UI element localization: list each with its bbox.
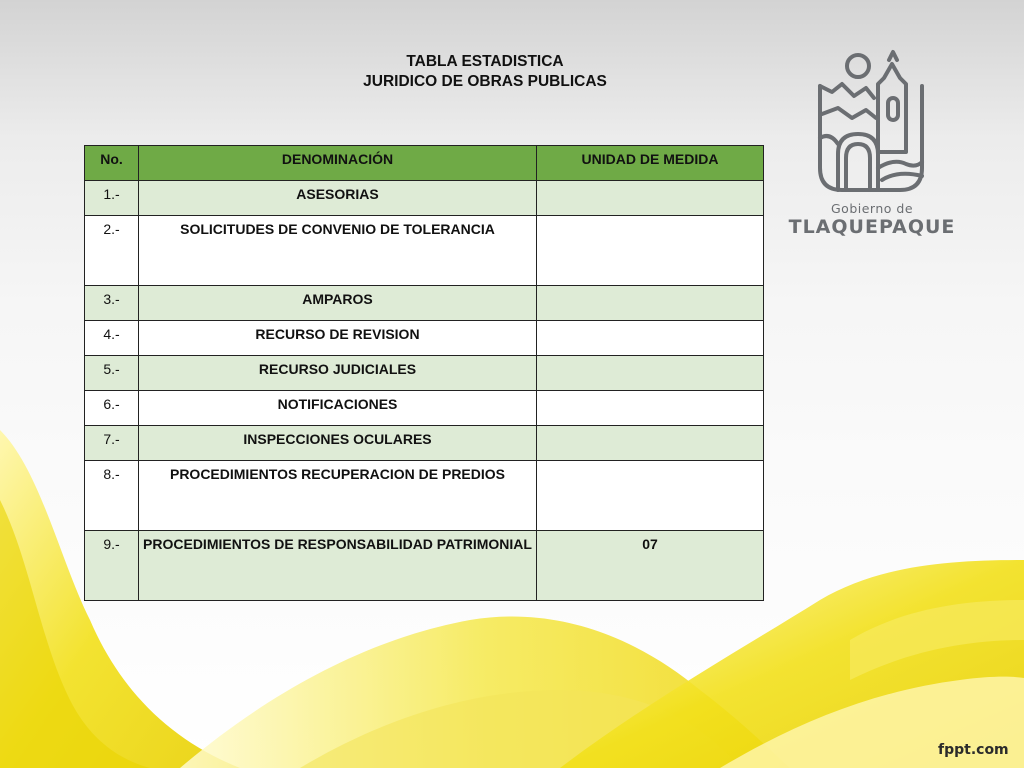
row-number: 5.- — [85, 356, 139, 391]
table-header-row — [85, 146, 764, 181]
row-unidad — [537, 216, 764, 286]
table-row — [85, 356, 764, 391]
row-unidad — [537, 426, 764, 461]
row-denominacion: SOLICITUDES DE CONVENIO DE TOLERANCIA — [139, 216, 537, 286]
row-unidad — [537, 321, 764, 356]
row-denominacion: ASESORIAS — [139, 181, 537, 216]
row-unidad — [537, 181, 764, 216]
row-number: 1.- — [85, 181, 139, 216]
row-unidad: 07 — [537, 531, 764, 601]
church-emblem-icon — [782, 48, 962, 198]
table-row — [85, 531, 764, 601]
row-number: 7.- — [85, 426, 139, 461]
row-denominacion: PROCEDIMIENTOS DE RESPONSABILIDAD PATRIMONIAL — [139, 531, 537, 601]
row-denominacion: RECURSO JUDICIALES — [139, 356, 537, 391]
row-denominacion: RECURSO DE REVISION — [139, 321, 537, 356]
header-unidad-medida: UNIDAD DE MEDIDA — [537, 146, 764, 181]
row-denominacion: AMPAROS — [139, 286, 537, 321]
row-denominacion: NOTIFICACIONES — [139, 391, 537, 426]
row-number: 2.- — [85, 216, 139, 286]
header-no: No. — [85, 146, 139, 181]
row-number: 8.- — [85, 461, 139, 531]
table-row — [85, 216, 764, 286]
row-unidad — [537, 461, 764, 531]
row-unidad — [537, 391, 764, 426]
row-unidad — [537, 286, 764, 321]
header-denominacion: DENOMINACIÓN — [139, 146, 537, 181]
table-row — [85, 286, 764, 321]
row-unidad — [537, 356, 764, 391]
row-number: 9.- — [85, 531, 139, 601]
row-denominacion: PROCEDIMIENTOS RECUPERACION DE PREDIOS — [139, 461, 537, 531]
table-row — [85, 461, 764, 531]
page-title — [300, 52, 670, 92]
title-line-1: TABLA ESTADISTICA — [406, 53, 564, 70]
logo-text-tlaquepaque: TLAQUEPAQUE — [788, 216, 956, 238]
logo-text-gobierno: Gobierno de — [830, 201, 914, 216]
row-denominacion: INSPECCIONES OCULARES — [139, 426, 537, 461]
table-row — [85, 321, 764, 356]
row-number: 4.- — [85, 321, 139, 356]
row-number: 6.- — [85, 391, 139, 426]
table-row — [85, 426, 764, 461]
title-line-2: JURIDICO DE OBRAS PUBLICAS — [363, 73, 607, 90]
table-row — [85, 181, 764, 216]
table-row — [85, 391, 764, 426]
tlaquepaque-logo — [782, 48, 962, 248]
fppt-watermark: fppt.com — [938, 742, 1009, 758]
statistics-table — [84, 145, 764, 601]
row-number: 3.- — [85, 286, 139, 321]
